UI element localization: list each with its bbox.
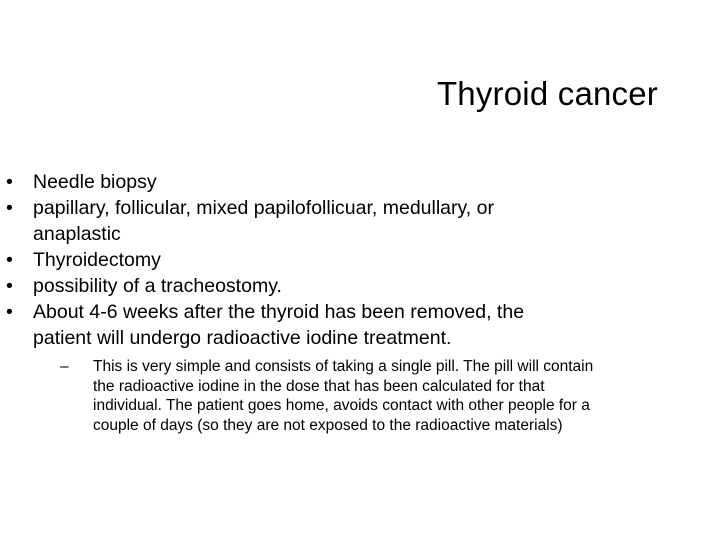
dash-marker: – — [60, 358, 69, 375]
sub-bullet-list — [33, 357, 594, 435]
sub-bullet-text: This is very simple and consists of taking a single pill. The pill will contain the radioactive iodine in the dose that has been calculated for that individual. The patient goes home, avoids contact with other people for a couple of days (so they are not exposed to the radioactive materials) — [93, 358, 594, 434]
bullet-text: Thyroidectomy — [33, 249, 161, 271]
bullet-item — [6, 247, 586, 273]
bullet-text: Needle biopsy — [33, 171, 157, 193]
bullet-marker: • — [6, 249, 13, 271]
bullet-text: possibility of a tracheostomy. — [33, 275, 282, 297]
slide-body — [6, 169, 594, 435]
bullet-marker: • — [6, 197, 13, 219]
slide-title: Thyroid cancer — [436, 75, 658, 112]
bullet-item — [6, 195, 586, 247]
bullet-list — [6, 169, 594, 435]
bullet-marker: • — [6, 171, 13, 193]
bullet-item — [6, 169, 586, 195]
bullet-item — [6, 273, 586, 299]
bullet-text: About 4-6 weeks after the thyroid has been removed, the patient will undergo radioactive iodine treatment. — [33, 301, 525, 349]
bullet-marker: • — [6, 275, 13, 297]
bullet-marker: • — [6, 301, 13, 323]
sub-bullet-item — [60, 357, 603, 435]
bullet-text: papillary, follicular, mixed papilofollicuar, medullary, or anaplastic — [33, 197, 494, 245]
bullet-item — [6, 299, 594, 435]
